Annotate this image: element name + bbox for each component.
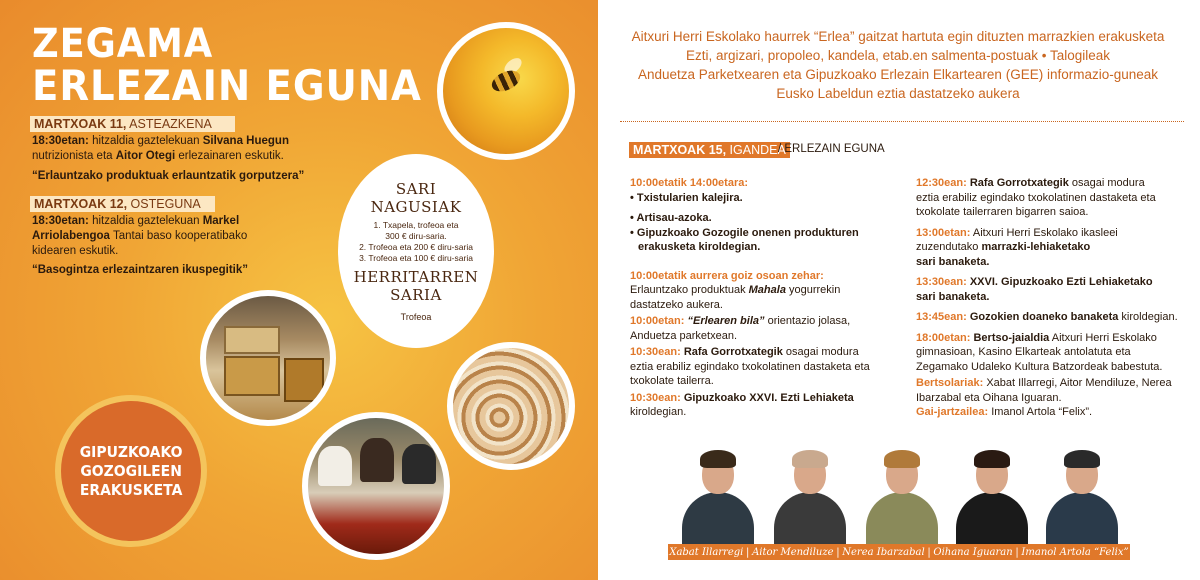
schedule-column-2 bbox=[916, 176, 1186, 420]
person-photo-1 bbox=[676, 446, 760, 546]
gozo-line1: GIPUZKOAKO bbox=[79, 442, 183, 461]
c1-b5-text: kiroldegian. bbox=[630, 406, 687, 418]
day1-speaker2: Aitor Otegi bbox=[115, 150, 176, 162]
day2-date-bold: MARTXOAK 12, bbox=[34, 197, 128, 211]
day1-speaker1: Silvana Huegun bbox=[202, 135, 289, 147]
prize-list bbox=[338, 220, 494, 264]
c2-c5-title: Bertso-jaialdia bbox=[970, 331, 1050, 344]
bertsolari-photos bbox=[668, 446, 1138, 546]
day2-text2: Tantai baso kooperatibako bbox=[109, 230, 248, 242]
c2-c3-time: 13:30ean: bbox=[916, 276, 967, 288]
gozogile-badge bbox=[55, 395, 207, 547]
c2-c6-text1: Xabat Illarregi, Aitor Mendiluze, Nerea bbox=[983, 377, 1172, 389]
c1-b4-text1: osagai modura bbox=[782, 346, 859, 358]
day2-text3: kidearen eskutik. bbox=[32, 245, 119, 257]
person-hair bbox=[1064, 450, 1100, 468]
c2-c2-text1: Aitxuri Herri Eskolako ikasleei bbox=[970, 226, 1118, 239]
c1-b3-text2: Anduetza parketxean. bbox=[630, 329, 738, 342]
c2-c1-time: 12:30ean: bbox=[916, 177, 967, 189]
hive-box-2 bbox=[224, 356, 280, 396]
schedule-column-1 bbox=[630, 176, 900, 420]
c2-c3-title1: XXVI. Gipuzkoako Ezti Lehiaketako bbox=[966, 276, 1153, 288]
herri-title-line1: HERRITARREN bbox=[353, 268, 479, 286]
c1-b2-text2: yogurrekin bbox=[785, 284, 841, 296]
c1-b2-brand: Mahala bbox=[748, 284, 786, 296]
prize-item1-line2: 300 € diru-saria. bbox=[385, 231, 447, 241]
intro-line4: Eusko Labeldun eztia dastatzeko aukera bbox=[776, 86, 1020, 101]
title-line-2: ERLEZAIN EGUNA bbox=[32, 61, 422, 110]
person-body bbox=[866, 492, 938, 548]
sunday-date-rest: IGANDEA bbox=[726, 143, 786, 157]
person-photo-5 bbox=[1040, 446, 1124, 546]
c2-c6-text2: Ibarzabal eta Oihana Iguaran. bbox=[916, 391, 1062, 404]
taster-3 bbox=[402, 444, 436, 484]
day2-speaker1: Markel bbox=[202, 215, 240, 227]
c1-b1-item3-line2: erakusketa kiroldegian. bbox=[638, 241, 761, 253]
c1-b1-item2: • Artisau-azoka. bbox=[630, 212, 712, 224]
c1-b1-item1: • Txistularien kalejira. bbox=[630, 191, 743, 204]
day2-quote: “Basogintza erlezaintzaren ikuspegitik” bbox=[32, 264, 249, 276]
day1-date-bold: MARTXOAK 11, bbox=[34, 117, 127, 131]
day2-talk bbox=[32, 214, 292, 259]
c1-b4-text2: eztia erabiliz egindako txokolatinen dastaketa eta bbox=[630, 360, 870, 373]
name-separator: | bbox=[836, 546, 840, 558]
c2-c4-time: 13:45ean: bbox=[916, 311, 967, 323]
day1-date-bar bbox=[30, 116, 235, 132]
day1-quote: “Erlauntzako produktuak erlauntzatik gorputzera” bbox=[32, 170, 305, 182]
c2-c5-text2: gimnasioan, Kasino Elkarteak antolatuta eta bbox=[916, 346, 1131, 358]
prize-item3: 3. Trofeoa eta 100 € diru-saria bbox=[359, 253, 473, 263]
person-name-1: Xabat Illarregi bbox=[669, 546, 744, 558]
name-separator: | bbox=[746, 546, 750, 558]
herri-title-line2: SARIA bbox=[390, 286, 442, 304]
name-separator: | bbox=[1015, 546, 1019, 558]
c1-b3-time: 10:00etan: bbox=[630, 315, 685, 327]
beehives-photo bbox=[200, 290, 336, 426]
gozo-line2: GOZOGILEEN bbox=[80, 461, 182, 480]
hive-box-1 bbox=[224, 326, 280, 354]
person-hair bbox=[792, 450, 828, 468]
left-panel bbox=[0, 0, 598, 580]
c2-c1-text3: txokolate tailerraren bigarren saioa. bbox=[916, 206, 1089, 218]
sunday-date-bar bbox=[629, 142, 790, 158]
hive-box-3 bbox=[284, 358, 324, 402]
day2-speaker2: Arriolabengoa bbox=[32, 230, 110, 242]
sunday-date-bold: MARTXOAK 15, bbox=[633, 143, 727, 157]
day1-time: 18:30etan: bbox=[32, 135, 89, 147]
day2-date-bar bbox=[30, 196, 215, 212]
c2-c1-title: Rafa Gorrotxategik bbox=[966, 177, 1069, 189]
bee-icon bbox=[489, 67, 524, 96]
person-name-3: Nerea Ibarzabal bbox=[842, 546, 925, 558]
person-name-2: Aitor Mendiluze bbox=[752, 546, 834, 558]
c1-b5-title: Gipuzkoako XXVI. Ezti Lehiaketa bbox=[680, 391, 854, 404]
prize-content bbox=[338, 154, 494, 322]
day1-date-rest: ASTEAZKENA bbox=[126, 117, 212, 131]
c1-b4-time: 10:30ean: bbox=[630, 346, 681, 358]
c1-b2-time: 10:00etatik aurrera goiz osoan zehar: bbox=[630, 269, 824, 282]
title-line-1: ZEGAMA bbox=[32, 21, 214, 67]
c2-c3-title2: sari banaketa. bbox=[916, 290, 990, 303]
sunflower-bee-photo bbox=[437, 22, 575, 160]
c2-c6-label: Bertsolariak: bbox=[916, 377, 984, 389]
intro-line2: Ezti, argizari, propoleo, kandela, etab.en salmenta-postuak • Talogileak bbox=[686, 48, 1110, 63]
person-name-5: Imanol Artola “Felix” bbox=[1021, 546, 1129, 558]
prize-circle bbox=[338, 154, 494, 348]
prize-title-line1: SARI bbox=[395, 180, 437, 198]
c1-b1-item3-line1: • Gipuzkoako Gozogile onenen produkturen bbox=[630, 226, 859, 239]
person-photo-4 bbox=[950, 446, 1034, 546]
prize-item2: 2. Trofeoa eta 200 € diru-saria bbox=[359, 242, 473, 252]
right-panel bbox=[598, 0, 1200, 580]
bertsolari-names-bar bbox=[668, 544, 1130, 560]
day1-text3: erlezainaren eskutik. bbox=[175, 150, 284, 162]
c1-b1-time: 10:00etatik 14:00etara: bbox=[630, 177, 749, 189]
day2-time: 18:30etan: bbox=[32, 215, 89, 227]
c1-b3-title: “Erlearen bila” bbox=[684, 315, 765, 327]
taster-1 bbox=[318, 446, 352, 486]
person-body bbox=[774, 492, 846, 548]
c2-c4-text: kiroldegian. bbox=[1118, 311, 1178, 323]
c2-c4-title: Gozokien doaneko banaketa bbox=[966, 311, 1119, 323]
c2-c1-text1: osagai modura bbox=[1068, 177, 1145, 189]
person-body bbox=[956, 492, 1028, 548]
day1-talk bbox=[32, 134, 332, 164]
person-photo-2 bbox=[768, 446, 852, 546]
person-body bbox=[1046, 492, 1118, 548]
c2-c2-text2: zuzendutako bbox=[916, 241, 982, 253]
c2-c5-text3: Zegamako Udaleko Kultura Batzordeak babestuta. bbox=[916, 360, 1163, 373]
person-photo-3 bbox=[860, 446, 944, 546]
c2-c5-time: 18:00etan: bbox=[916, 331, 971, 344]
person-hair bbox=[974, 450, 1010, 468]
dotted-divider bbox=[620, 121, 1184, 122]
c2-c2-title: marrazki-lehiaketako bbox=[981, 241, 1091, 253]
c1-b5-time: 10:30ean: bbox=[630, 391, 681, 404]
day1-text2: nutrizionista eta bbox=[32, 150, 116, 162]
prize-item1-line1: 1. Txapela, trofeoa eta bbox=[373, 220, 459, 230]
c1-b4-text3: txokolate tailerra. bbox=[630, 375, 714, 387]
day2-text1: hitzaldia gaztelekuan bbox=[88, 215, 203, 227]
c2-c2-text3: sari banaketa. bbox=[916, 255, 990, 268]
c1-b2-text3: dastatzeko aukera. bbox=[630, 298, 723, 311]
intro-line1: Aitxuri Herri Eskolako haurrek “Erlea” gaitzat hartuta egin dituzten marrazkien erakusketa bbox=[631, 29, 1165, 44]
c2-c7-text: Imanol Artola “Felix”. bbox=[988, 406, 1093, 418]
c1-b3-text1: orientazio jolasa, bbox=[764, 315, 851, 327]
herri-prize-title bbox=[338, 268, 494, 304]
c2-c7-label: Gai-jartzailea: bbox=[916, 406, 989, 418]
taster-2 bbox=[360, 438, 394, 482]
c1-b4-title: Rafa Gorrotxategik bbox=[680, 346, 783, 358]
intro-line3: Anduetza Parketxearen eta Gipuzkoako Erlezain Elkartearen (GEE) informazio-guneak bbox=[637, 67, 1159, 82]
sunday-subtitle: / ERLEZAIN EGUNA bbox=[778, 143, 885, 155]
day2-date-rest: OSTEGUNA bbox=[127, 197, 201, 211]
c1-b2-text1: Erlauntzako produktuak bbox=[630, 284, 749, 296]
tasting-photo bbox=[302, 412, 450, 560]
pastries-photo bbox=[447, 342, 575, 470]
person-name-4: Oihana Iguaran bbox=[933, 546, 1013, 558]
gozogile-text bbox=[80, 443, 183, 500]
person-body bbox=[682, 492, 754, 548]
intro-block bbox=[598, 27, 1198, 103]
herri-prize-text: Trofeoa bbox=[400, 312, 432, 322]
gozo-line3: ERAKUSKETA bbox=[79, 480, 183, 499]
c2-c1-text2: eztia erabiliz egindako txokolatinen dastaketa eta bbox=[916, 191, 1156, 204]
prize-title-line2: NAGUSIAK bbox=[370, 198, 462, 216]
person-hair bbox=[884, 450, 920, 468]
prize-title bbox=[338, 180, 494, 216]
c2-c2-time: 13:00etan: bbox=[916, 226, 971, 239]
c2-c5-text1: Aitxuri Herri Eskolako bbox=[1049, 331, 1157, 344]
name-separator: | bbox=[927, 546, 931, 558]
day1-text1: hitzaldia gaztelekuan bbox=[88, 135, 203, 147]
person-hair bbox=[700, 450, 736, 468]
